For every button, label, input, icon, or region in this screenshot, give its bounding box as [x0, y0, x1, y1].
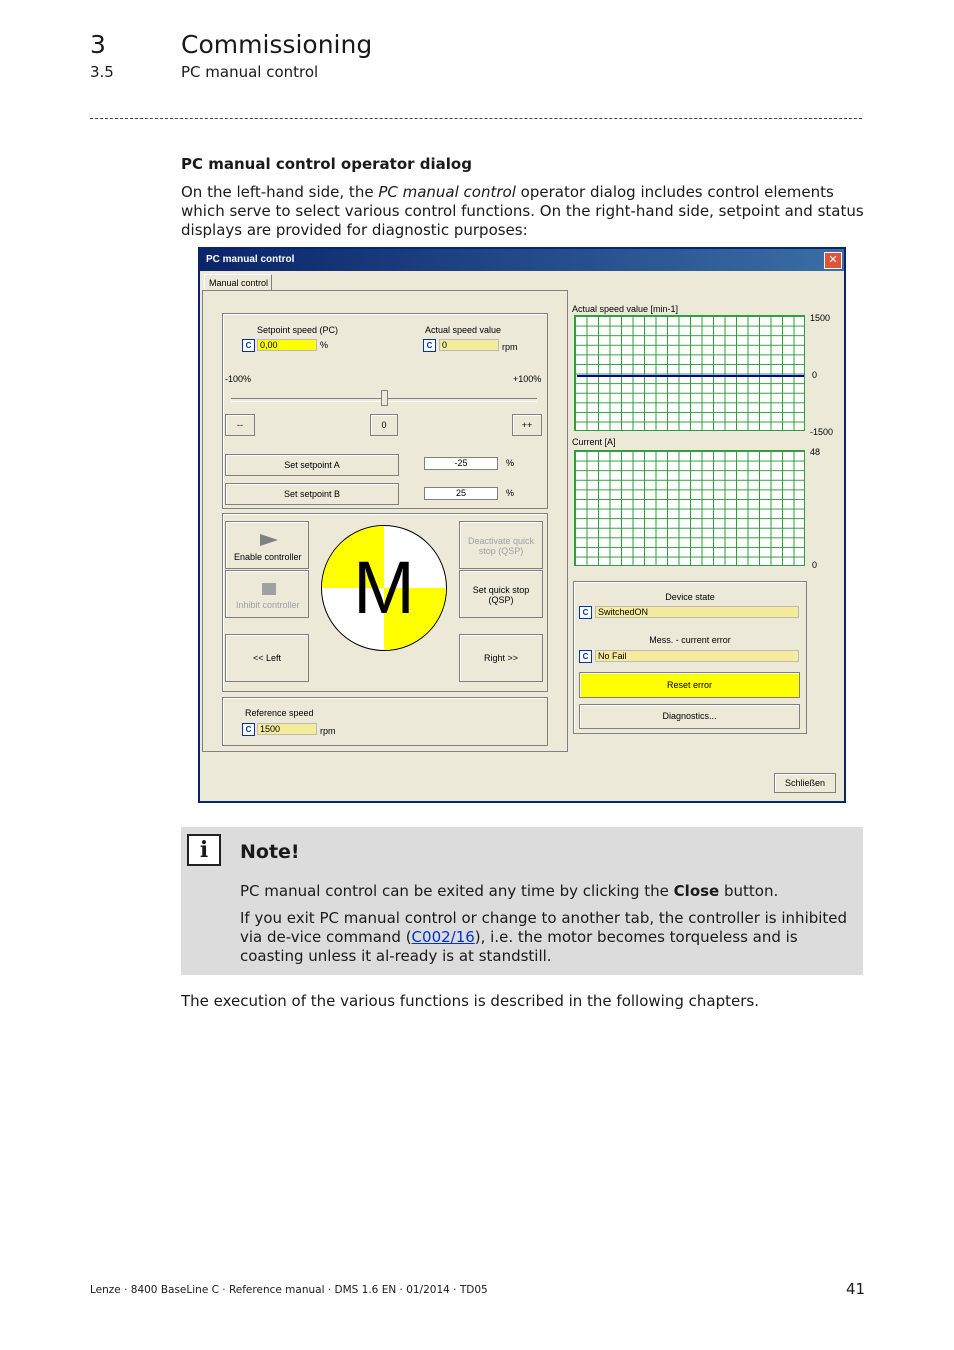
dialog-title-bar [200, 249, 844, 271]
chapter-number: 3 [90, 30, 106, 59]
control-group [222, 513, 548, 692]
actual-speed-c-button[interactable]: C [423, 339, 436, 352]
tab-manual-control[interactable] [204, 274, 272, 291]
slider-max-label: +100% [513, 374, 542, 384]
reference-speed-unit: rpm [320, 726, 336, 736]
setpoint-speed-c-button[interactable]: C [242, 339, 255, 352]
zero-button[interactable]: 0 [370, 414, 398, 436]
slider-thumb[interactable] [381, 390, 388, 406]
setpoint-b-unit: % [506, 488, 515, 498]
decrease-button[interactable]: -- [225, 414, 255, 436]
device-state-c-button[interactable]: C [579, 606, 592, 619]
section-title: PC manual control [181, 63, 319, 81]
current-error-field: No Fail [595, 650, 799, 662]
inhibit-controller-label: Inhibit controller [236, 600, 300, 610]
current-chart-title: Current [A] [572, 437, 616, 447]
speed-chart-max: 1500 [810, 313, 831, 323]
setpoint-speed-unit: % [320, 340, 329, 350]
speed-chart-min: -1500 [810, 427, 834, 437]
close-icon[interactable]: ✕ [824, 252, 842, 269]
device-state-label: Device state [665, 592, 715, 602]
close-button[interactable]: Schließen [774, 773, 836, 793]
inhibit-controller-button[interactable] [225, 570, 309, 618]
setpoint-a-field[interactable]: -25 [424, 457, 498, 470]
subsection-heading: PC manual control operator dialog [181, 155, 472, 173]
set-quick-stop-label-2: (QSP) [488, 595, 514, 605]
info-icon: i [187, 834, 221, 866]
motor-symbol [321, 525, 447, 651]
intro-paragraph: On the left-hand side, the PC manual control operator dialog includes control elements which serve to select various control functions. On the right-hand side, setpoint and status displays are provided for diagnostic purposes: [181, 183, 864, 239]
set-quick-stop-label-1: Set quick stop [472, 585, 530, 595]
dialog-title: PC manual control [206, 254, 295, 265]
section-number: 3.5 [90, 63, 114, 81]
device-state-field: SwitchedON [595, 606, 799, 618]
c002-16-link[interactable]: C002/16 [411, 928, 475, 946]
slider-min-label: -100% [225, 374, 252, 384]
enable-controller-button[interactable] [225, 521, 309, 569]
reference-speed-field[interactable]: 1500 [257, 723, 317, 735]
current-error-label: Mess. - current error [649, 635, 731, 645]
set-setpoint-b-button[interactable]: Set setpoint B [225, 483, 399, 505]
current-chart-zero: 0 [812, 560, 818, 570]
actual-speed-unit: rpm [502, 342, 518, 352]
speed-chart [574, 315, 805, 431]
reference-speed-group [222, 697, 548, 746]
speed-chart-zero: 0 [812, 370, 818, 380]
left-button[interactable]: << Left [225, 634, 309, 682]
tab-label: Manual control [209, 278, 269, 288]
note-title: Note! [240, 841, 300, 863]
diagnostics-button[interactable]: Diagnostics... [579, 704, 800, 729]
setpoint-a-unit: % [506, 458, 515, 468]
deactivate-quick-stop-label-2: stop (QSP) [478, 546, 524, 556]
status-group [573, 581, 807, 734]
right-button[interactable]: Right >> [459, 634, 543, 682]
current-chart-max: 48 [810, 447, 821, 457]
note-paragraph-1: PC manual control can be exited any time by clicking the Close button. [240, 882, 779, 900]
actual-speed-label: Actual speed value [425, 325, 502, 335]
setpoint-group [222, 313, 548, 509]
footer-text: Lenze · 8400 BaseLine C · Reference manual · DMS 1.6 EN · 01/2014 · TD05 [90, 1284, 488, 1296]
current-chart [574, 450, 805, 566]
set-quick-stop-button[interactable] [459, 570, 543, 618]
header-divider [90, 118, 862, 119]
reset-error-button[interactable]: Reset error [579, 672, 800, 698]
speed-chart-title: Actual speed value [min-1] [572, 304, 679, 314]
stop-icon [262, 583, 276, 595]
current-error-c-button[interactable]: C [579, 650, 592, 663]
page-number: 41 [846, 1280, 866, 1298]
speed-trace [577, 375, 804, 377]
setpoint-speed-field[interactable]: 0,00 [257, 339, 317, 351]
reference-speed-label: Reference speed [245, 708, 314, 718]
reference-speed-c-button[interactable]: C [242, 723, 255, 736]
setpoint-speed-label: Setpoint speed (PC) [257, 325, 339, 335]
pc-manual-control-dialog [198, 247, 846, 803]
enable-controller-label: Enable controller [234, 552, 302, 562]
set-setpoint-a-button[interactable]: Set setpoint A [225, 454, 399, 476]
chapter-title: Commissioning [181, 30, 373, 59]
motor-letter: M [353, 546, 415, 629]
note-paragraph-2: If you exit PC manual control or change to another tab, the controller is inhibited via de-vice command (C002/16), i.e. the motor becomes torqueless and is coasting unless it al-ready is at standstill. [240, 909, 848, 965]
setpoint-b-field[interactable]: 25 [424, 487, 498, 500]
deactivate-quick-stop-label-1: Deactivate quick [467, 536, 535, 546]
play-icon [260, 534, 278, 546]
outro-paragraph: The execution of the various functions is described in the following chapters. [181, 992, 759, 1010]
actual-speed-field: 0 [439, 339, 499, 351]
deactivate-quick-stop-button[interactable] [459, 521, 543, 569]
increase-button[interactable]: ++ [512, 414, 542, 436]
